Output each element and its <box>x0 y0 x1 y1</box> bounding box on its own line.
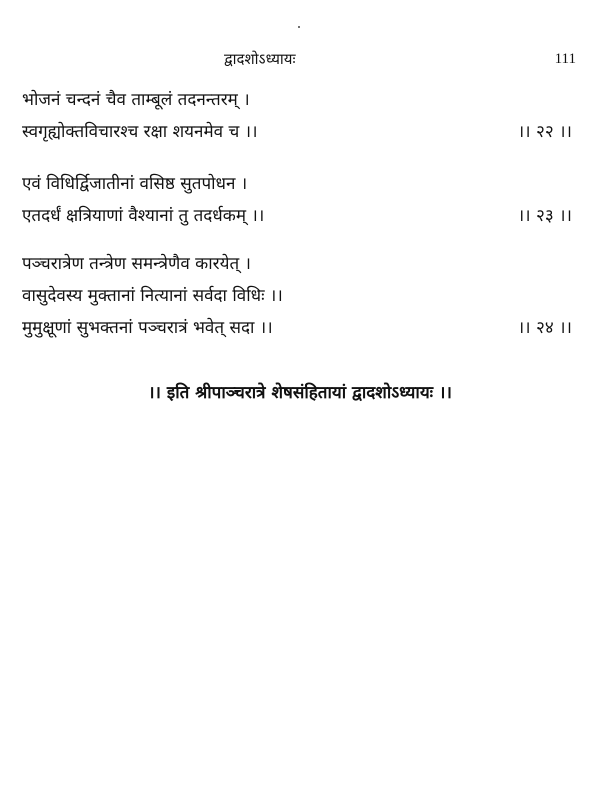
verse-text: स्वगृह्योक्तविचारश्च रक्षा शयनमेव च ।। <box>22 122 258 142</box>
verse-text: पञ्चरात्रेण तन्त्रेण समन्त्रेणैव कारयेत् । <box>22 254 251 274</box>
verse-text: मुमुक्षूणां सुभक्तनां पञ्चरात्रं भवेत् सदा ।। <box>22 318 273 338</box>
verse-line <box>22 312 578 344</box>
printer-mark <box>298 26 300 28</box>
verse-text: एवं विधिर्द्विजातीनां वसिष्ठ सुतपोधन । <box>22 174 248 194</box>
verse-line <box>22 116 578 148</box>
running-head <box>0 48 600 72</box>
chapter-colophon: ।। इति श्रीपाञ्चरात्रे शेषसंहितायां द्वादशोऽध्यायः ।। <box>148 383 452 403</box>
verse-line <box>22 168 578 200</box>
verse-line <box>22 248 578 280</box>
verse-number: ।। २४ ।। <box>517 318 572 338</box>
page-number: 111 <box>554 51 576 67</box>
verse-text: वासुदेवस्य मुक्तानां नित्यानां सर्वदा विधिः ।। <box>22 286 283 306</box>
verse-line <box>22 84 578 116</box>
chapter-title: द्वादशोऽध्यायः <box>224 50 296 68</box>
verse-line <box>22 200 578 232</box>
verse-text: एतदर्धं क्षत्रियाणां वैश्यानां तु तदर्धकम् ।। <box>22 206 265 226</box>
verse-line <box>22 280 578 312</box>
verse-23 <box>22 168 578 232</box>
verse-number: ।। २२ ।। <box>517 122 572 142</box>
verse-22 <box>22 84 578 148</box>
verse-number: ।। २३ ।। <box>517 206 572 226</box>
verse-text: भोजनं चन्दनं चैव ताम्बूलं तदनन्तरम् । <box>22 90 250 110</box>
verse-24 <box>22 248 578 344</box>
